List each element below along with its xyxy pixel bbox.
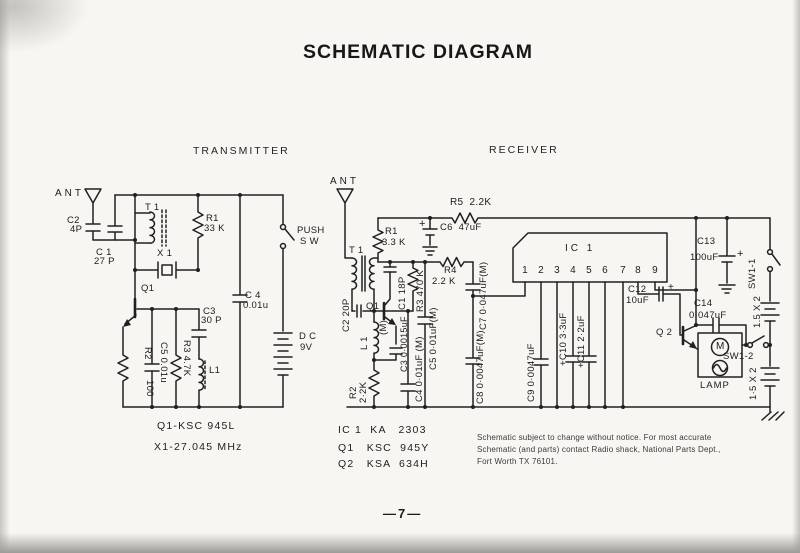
tx-r1-label: R1 (206, 213, 219, 224)
rx-r5-label: R5 2.2K (450, 197, 492, 208)
rx-parts-line-q2: Q2 KSA 634H (338, 458, 429, 470)
rx-c4-label: C4 0·01uF (M) (414, 336, 425, 402)
tx-c5-label: C5 0.01u (158, 342, 169, 383)
rx-ground-icon (762, 407, 784, 420)
tx-x1-label: X 1 (157, 248, 173, 259)
rx-c3-label: C3 0·0015uF (399, 316, 409, 372)
rx-c13-label: C13 (697, 236, 716, 247)
tx-c4-label: C 4 (245, 290, 261, 301)
tx-dc-value: 9V (300, 342, 313, 353)
rx-t1-primary (352, 258, 357, 311)
tx-c3-label: C3 (203, 306, 216, 317)
rx-ic1-pin-2: 2 (538, 265, 544, 276)
rx-batt1-label: 1.5 X 2 (752, 295, 763, 328)
rx-sw1-1-contact-top (768, 250, 773, 255)
rx-c13-ground-icon (719, 285, 735, 293)
tx-t1-coil (135, 212, 154, 243)
rx-ic1-pin-7: 7 (620, 265, 626, 276)
rx-c13-plus: + (737, 248, 744, 260)
rx-c14-label: C14 (694, 298, 713, 309)
scan-right-edge (792, 0, 800, 553)
rx-lamp-filament (714, 365, 727, 372)
rx-c1-label: C1 18P (397, 276, 408, 310)
tx-l1-coil (199, 359, 204, 407)
tx-r2-label: R2 (142, 347, 153, 360)
rx-r4-value: 2.2 K (432, 276, 456, 287)
tx-c2-value: 4P (70, 224, 83, 235)
tx-r1-resistor (193, 195, 203, 270)
rx-sw1-1-switch (770, 218, 780, 301)
rx-c13-value: 100uF (690, 252, 719, 263)
rx-c12-plus: + (668, 282, 675, 293)
tx-ant-label: ANT (55, 188, 84, 199)
tx-switch-contact-bottom (281, 244, 286, 249)
rx-sw1-2-contact-left (748, 343, 753, 348)
tx-push-label: PUSH (297, 225, 325, 236)
rx-sw1-2-label: SW1-2 (723, 351, 754, 362)
page-number: —7— (383, 506, 423, 521)
transmitter-heading: TRANSMITTER (193, 145, 290, 157)
tx-dc-label: D C (299, 331, 317, 342)
rx-r2-resistor (369, 360, 379, 407)
rx-l1-label: L 1 (359, 336, 370, 350)
tx-parts-line-q1: Q1-KSC 945L (157, 420, 236, 432)
rx-c13-capacitor (719, 218, 735, 283)
footnote-line-1: Schematic subject to change without notice. For most accurate (477, 433, 712, 442)
tx-q1-label: Q1 (141, 283, 155, 294)
rx-q2-collector (684, 326, 695, 331)
tx-r2-value: 100 (144, 380, 155, 397)
rx-c10-label: +C10 3·3uF (558, 312, 569, 366)
rx-battery2 (761, 368, 779, 407)
footnote-line-2: Schematic (and parts) contact Radio shack, National Parts Dept., (477, 445, 721, 454)
tx-t1-core (162, 210, 166, 246)
tx-parts-line-x1: X1-27.045 MHz (154, 441, 243, 453)
rx-c6-label: C6 47uF (440, 222, 482, 233)
rx-q1-collector (385, 272, 390, 305)
tx-push-switch (283, 195, 294, 331)
tx-t1-label: T 1 (145, 202, 160, 213)
tx-c2-label: C2 (67, 215, 80, 226)
tx-r3-label: R3 4.7K (181, 340, 192, 377)
rx-ic1-pin-5: 5 (586, 265, 592, 276)
tx-c1-value: 27 P (94, 256, 115, 267)
rx-r2-value: 2·2K (358, 381, 369, 403)
tx-sw-label: S W (300, 236, 319, 247)
rx-parts-line-q1: Q1 KSC 945Y (338, 442, 430, 454)
scan-corner-smudge (0, 0, 95, 57)
tx-c3-value: 30 P (201, 315, 222, 326)
rx-batt2-label: 1·5 X 2 (748, 367, 759, 400)
rx-r2-label: R2 (348, 386, 359, 399)
rx-c9-label: C9 0·0047uF (526, 343, 537, 402)
rx-sw1-2-contact-right (764, 343, 769, 348)
rx-c12-value: 10uF (626, 295, 649, 306)
rx-c6-ground-icon (423, 247, 437, 255)
rx-ic1-pin-4: 4 (570, 265, 576, 276)
tx-r3-resistor (171, 309, 181, 407)
scan-left-edge (0, 0, 10, 553)
rx-battery1 (761, 303, 779, 366)
page-title: SCHEMATIC DIAGRAM (303, 41, 534, 63)
rx-ic1-label: IC 1 (565, 243, 596, 254)
receiver-heading: RECEIVER (489, 144, 559, 156)
footnote-line-3: Fort Worth TX 76101. (477, 457, 558, 466)
scan-bottom-shadow (0, 533, 800, 553)
rx-c2-capacitor (357, 305, 361, 317)
tx-switch-contact-top (281, 225, 286, 230)
tx-battery (274, 333, 292, 407)
rx-ic1-pin-8: 8 (635, 265, 641, 276)
rx-t1-label: T 1 (349, 245, 364, 256)
tx-antenna-icon (85, 189, 101, 223)
rx-pin9-wire (655, 282, 696, 290)
rx-m-label: (M) (378, 319, 389, 335)
rx-c7-label: C7 0·047uF(M) (478, 261, 489, 330)
rx-lamp-label: LAMP (700, 380, 730, 391)
rx-ant-label: ANT (330, 176, 359, 187)
rx-q1-label: Q1 (366, 301, 380, 312)
tx-r2-resistor (118, 327, 128, 407)
rx-parts-line-ic1: IC 1 KA 2303 (338, 424, 427, 436)
rx-top-rail (378, 213, 770, 223)
rx-c12-label: C12 (628, 284, 647, 295)
rx-c6-plus: + (419, 218, 426, 230)
rx-c5-label: C5 0·01uF(M) (428, 307, 439, 370)
rx-sw1-1-contact-bottom (768, 267, 773, 272)
tx-x1-body (162, 265, 172, 275)
rx-ic1-pin-9: 9 (652, 265, 658, 276)
rx-r1-value: 3.3 K (382, 237, 406, 248)
rx-c8-label: C8 0·0047uF(M) (475, 330, 486, 404)
rx-ic1-pin-1: 1 (522, 265, 528, 276)
tx-c1-capacitor (108, 195, 122, 240)
rx-r3-label: R3 470 K (415, 269, 426, 312)
rx-c2-label: C2 20P (341, 298, 352, 332)
rx-ic1-pin-6: 6 (602, 265, 608, 276)
tx-r1-value: 33 K (204, 223, 225, 234)
rx-t1-core (362, 256, 365, 291)
tx-c1-label: C 1 (96, 247, 112, 258)
rx-sw1-1-label: SW1-1 (747, 258, 758, 289)
tx-l1-label: L1 (209, 365, 221, 376)
rx-c11-label: +C11 2·2uF (576, 315, 587, 368)
rx-motor-label: M (716, 341, 725, 352)
rx-r4-label: R4 (444, 265, 457, 276)
rx-ic1-pin-3: 3 (554, 265, 560, 276)
rx-c14-value: 0·047uF (689, 310, 727, 321)
rx-q2-label: Q 2 (656, 327, 673, 338)
rx-r1-label: R1 (385, 226, 398, 237)
rx-q1-arrow (388, 318, 396, 325)
tx-c4-value: 0.01u (243, 300, 269, 311)
